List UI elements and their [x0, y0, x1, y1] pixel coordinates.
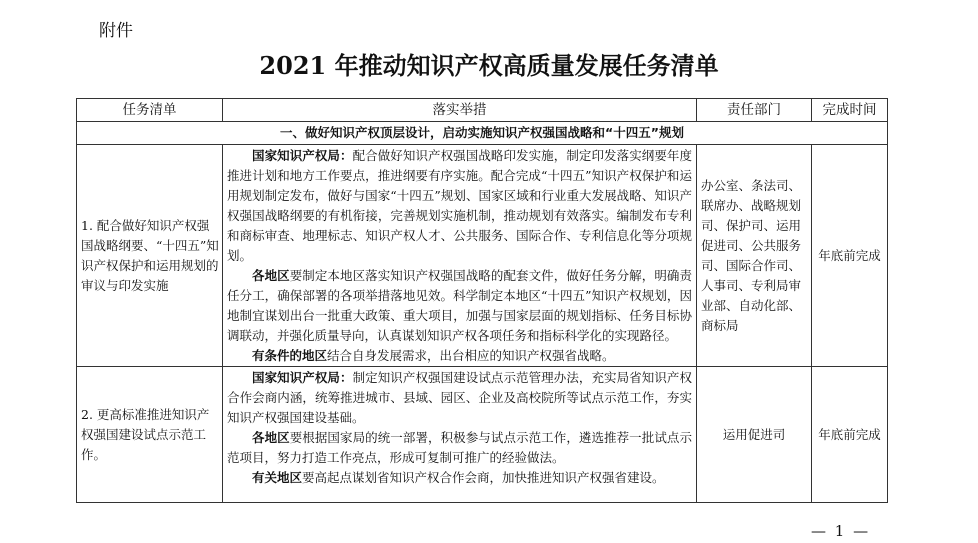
section-title: 一、做好知识产权顶层设计，启动实施知识产权强国战略和“十四五”规划: [77, 122, 888, 145]
header-deadline: 完成时间: [812, 99, 888, 122]
document-title: 2021 年推动知识产权高质量发展任务清单: [259, 51, 719, 80]
measure-paragraph: [227, 368, 692, 428]
measure-lead: 有条件的地区: [252, 348, 328, 363]
measure-text: 结合自身发展需求，出台相应的知识产权强省战略。: [327, 348, 615, 363]
completion-time: 年底前完成: [812, 145, 888, 367]
section-row: [77, 122, 888, 145]
header-department: 责任部门: [697, 99, 812, 122]
task-name: 2. 更高标准推进知识产权强国建设试点示范工作。: [77, 367, 223, 503]
measure-text: 配合做好知识产权强国战略印发实施，制定印发落实纲要年度推进计划和地方工作要点，推进纲要有序实施。配合完成“十四五”知识产权保护和运用规划制定发布，做好与国家“十四五”规划、国家区域和行业重大发展战略、知识产权强国战略纲要的有机衔接，完善规划实施机制，推动规划有效落实。编制发布专利和商标审查、地理标志、知识产权人才、公共服务、国际合作、专利信息化等分项规划。: [227, 148, 692, 263]
task-list-table: [76, 98, 888, 503]
responsible-department: 办公室、条法司、联席办、战略规划司、保护司、运用促进司、公共服务司、国际合作司、人事司、专利局审业部、自动化部、商标局: [697, 145, 812, 367]
measures-cell: [223, 367, 697, 503]
table-row: [77, 145, 888, 367]
responsible-department: 运用促进司: [697, 367, 812, 503]
measures-cell: [223, 145, 697, 367]
measure-paragraph: [227, 146, 692, 266]
measure-lead: 各地区: [252, 268, 290, 283]
completion-time: 年底前完成: [812, 367, 888, 503]
measure-lead: 国家知识产权局：: [252, 370, 353, 385]
measure-paragraph: [227, 468, 692, 488]
header-task: 任务清单: [77, 99, 223, 122]
header-measures: 落实举措: [223, 99, 697, 122]
measure-paragraph: [227, 266, 692, 346]
measure-lead: 国家知识产权局：: [252, 148, 353, 163]
measure-paragraph: [227, 428, 692, 468]
table-row: [77, 367, 888, 503]
measure-text: 要制定本地区落实知识产权强国战略的配套文件，做好任务分解，明确责任分工，确保部署的各项举措落地见效。科学制定本地区“十四五”知识产权规划，因地制宜谋划出台一批重大政策、重大项目，加强与国家层面的规划指标、任务目标协调联动，并强化质量导向，认真谋划知识产权各项任务和指标科学化的实现路径。: [227, 268, 692, 343]
measure-text: 要高起点谋划省知识产权合作会商，加快推进知识产权强省建设。: [302, 470, 665, 485]
page-number: — 1 —: [811, 522, 871, 540]
attachment-label: 附件: [99, 21, 133, 41]
measure-text: 制定知识产权强国建设试点示范管理办法，充实局省知识产权合作会商内涵，统筹推进城市、县域、园区、企业及高校院所等试点示范工作，夯实知识产权强国建设基础。: [227, 370, 692, 425]
task-name: 1. 配合做好知识产权强国战略纲要、“十四五”知识产权保护和运用规划的审议与印发实施: [77, 145, 223, 367]
measure-lead: 各地区: [252, 430, 290, 445]
measure-paragraph: [227, 346, 692, 366]
table-header-row: [77, 99, 888, 122]
measure-lead: 有关地区: [252, 470, 303, 485]
measure-text: 要根据国家局的统一部署，积极参与试点示范工作，遴选推荐一批试点示范项目，努力打造工作亮点，形成可复制可推广的经验做法。: [227, 430, 692, 465]
